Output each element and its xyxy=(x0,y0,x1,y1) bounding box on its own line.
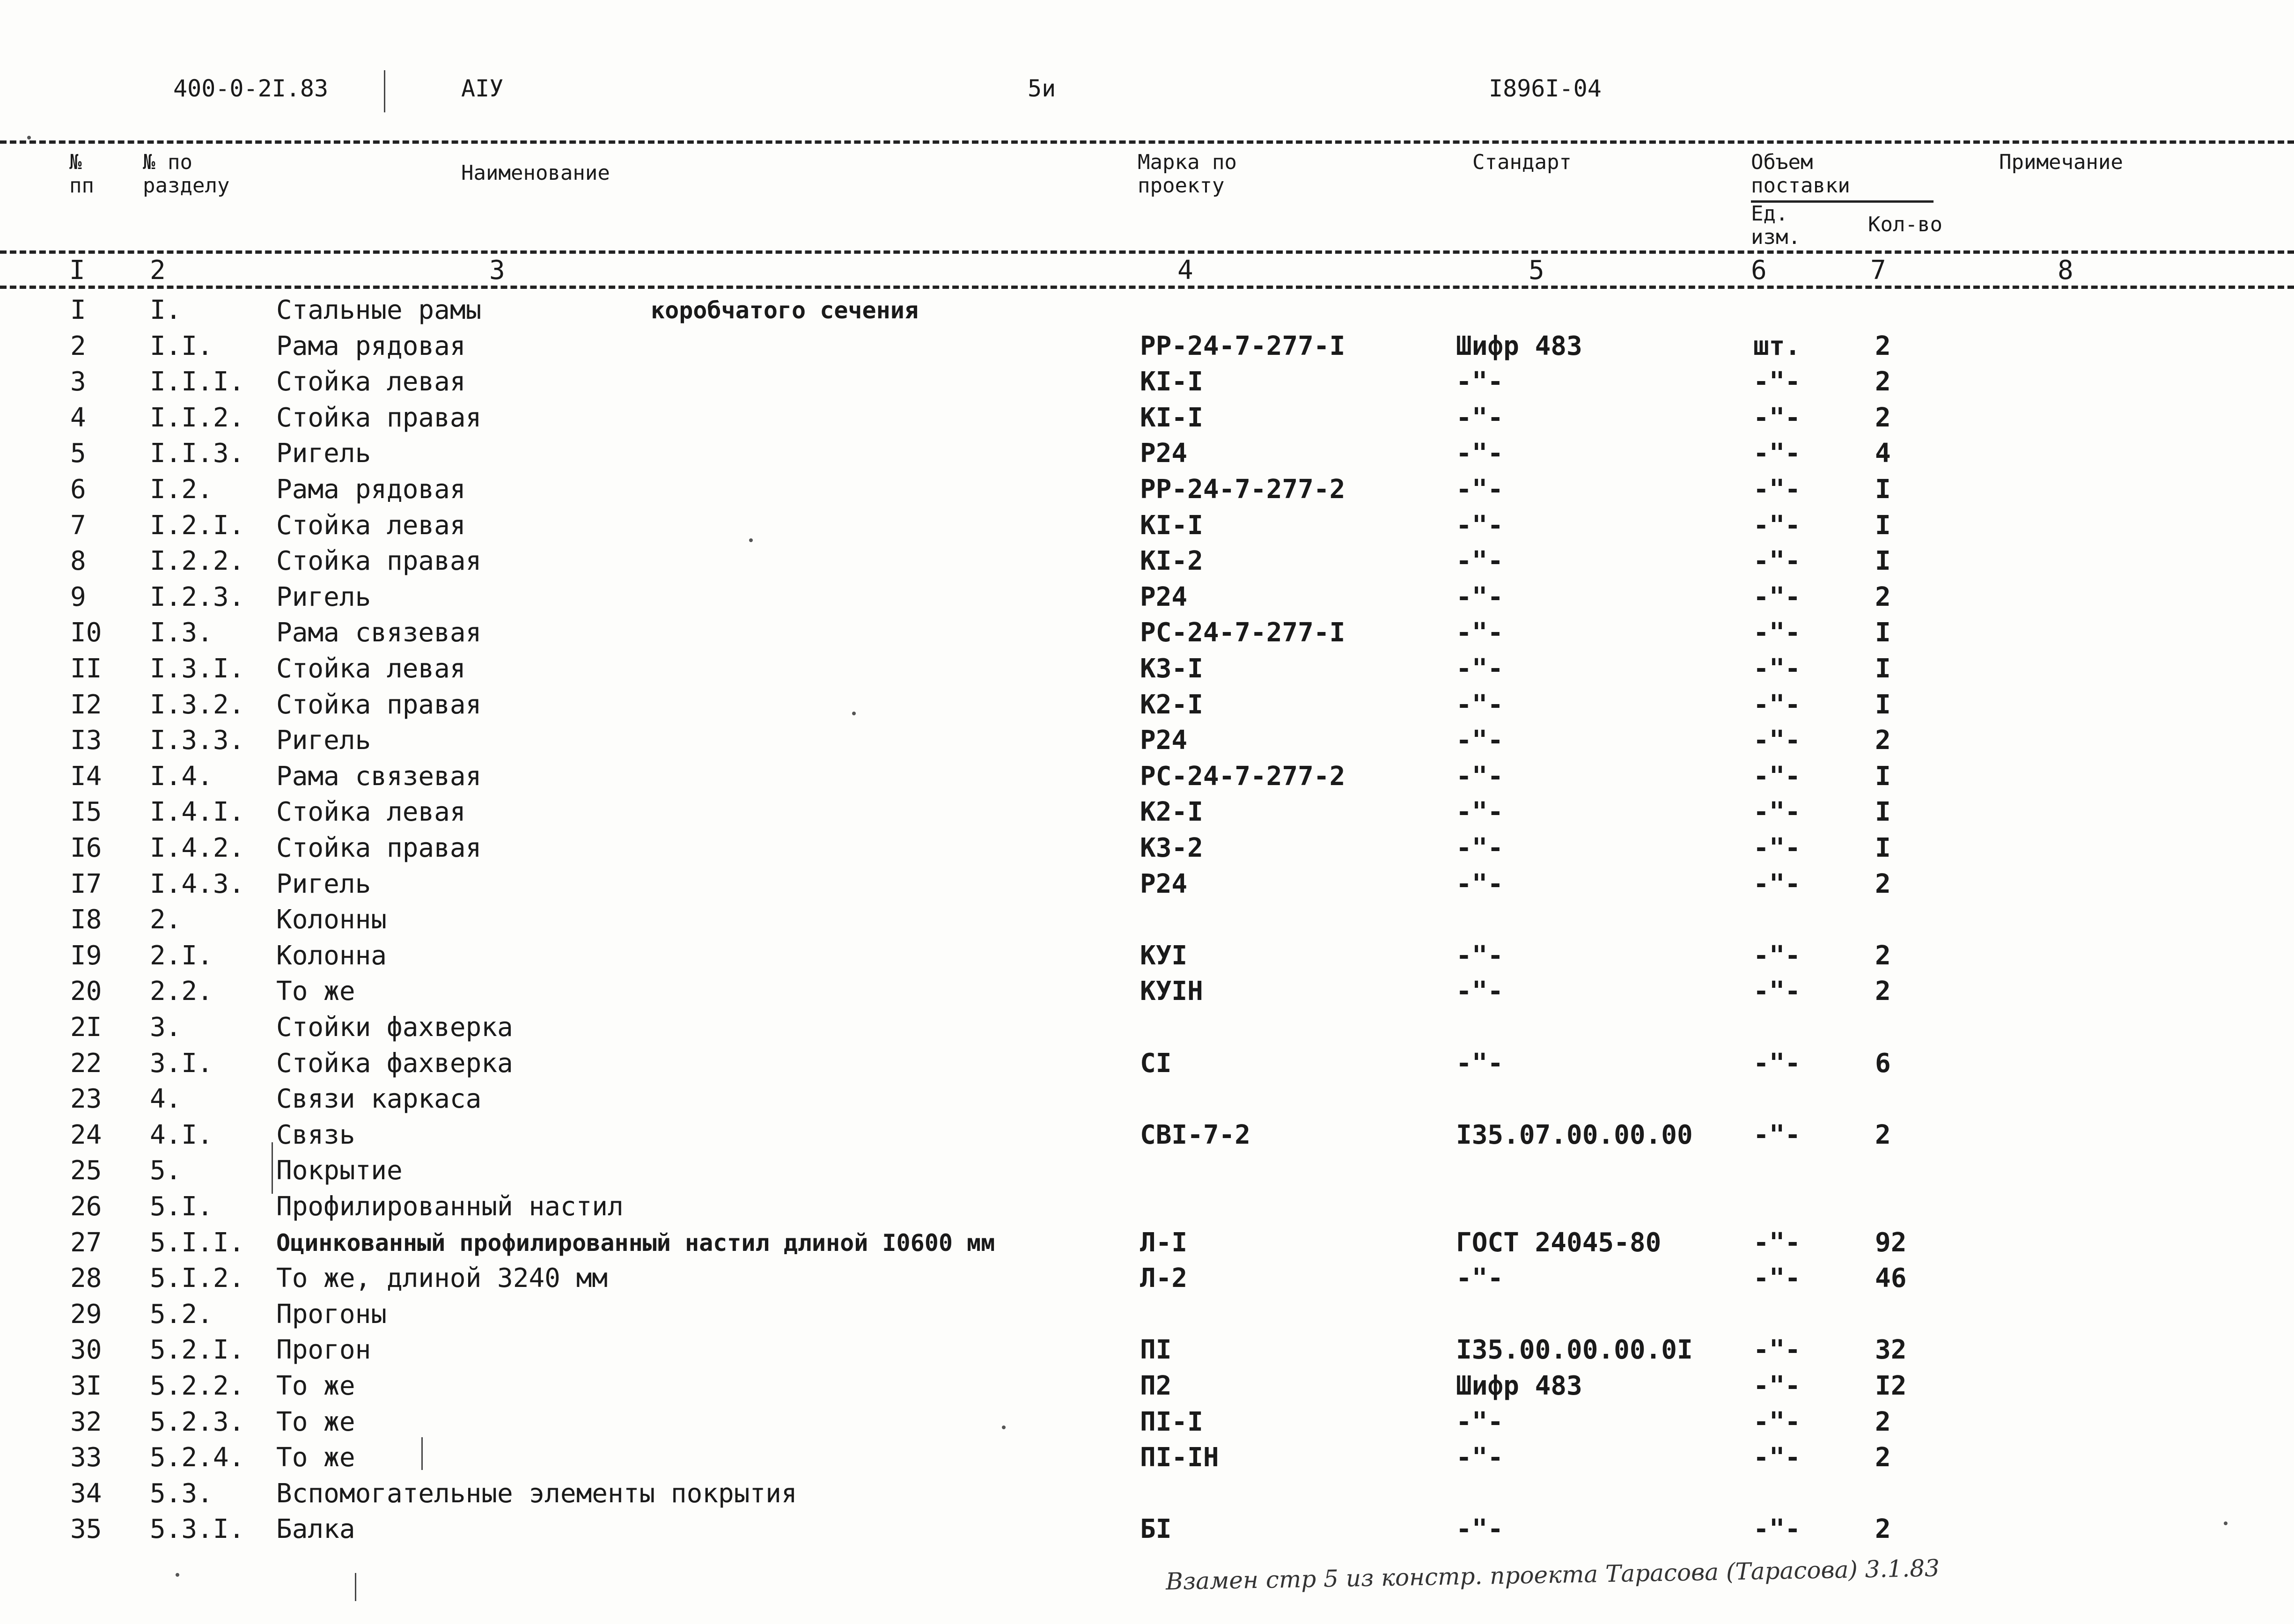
row-number: I2 xyxy=(70,689,102,720)
row-mark: Р24 xyxy=(1140,581,1188,612)
row-standard: -"- xyxy=(1456,868,1504,899)
row-mark: Л-2 xyxy=(1140,1263,1188,1294)
row-name: Стойка фахверка xyxy=(276,1048,513,1079)
row-number: 28 xyxy=(70,1263,102,1294)
doc-code: 400-0-2I.83 xyxy=(173,75,329,102)
row-name: Стойка правая xyxy=(276,402,482,433)
row-qty: 2 xyxy=(1875,868,1891,899)
col-header-unit: Ед. изм. xyxy=(1751,202,1801,249)
row-number: 27 xyxy=(70,1227,102,1258)
row-mark: К3-2 xyxy=(1140,833,1203,863)
row-mark: РС-24-7-277-2 xyxy=(1140,761,1346,792)
row-standard: -"- xyxy=(1456,689,1504,720)
row-unit: -"- xyxy=(1753,581,1801,612)
col-number-5: 5 xyxy=(1529,255,1544,286)
row-qty: 2 xyxy=(1875,1442,1891,1473)
row-number: 30 xyxy=(70,1335,102,1366)
row-name: Стальные рамы xyxy=(276,295,482,325)
row-number: I7 xyxy=(70,868,102,899)
row-standard: -"- xyxy=(1456,797,1504,828)
col-header-num: № пп xyxy=(69,150,94,198)
row-section: I.I.2. xyxy=(150,402,245,433)
row-section: 2.I. xyxy=(150,940,213,971)
row-name: Ригель xyxy=(276,438,371,469)
col-header-standard: Стандарт xyxy=(1472,150,1572,174)
row-qty: 4 xyxy=(1875,438,1891,469)
row-section: I.I. xyxy=(150,331,213,361)
row-section: I.4.I. xyxy=(150,797,245,828)
row-mark: СВI-7-2 xyxy=(1140,1119,1251,1150)
row-standard: -"- xyxy=(1456,581,1504,612)
col-header-volume: Объем поставки xyxy=(1751,150,1850,198)
row-unit: -"- xyxy=(1753,761,1801,792)
row-qty: I xyxy=(1875,510,1891,541)
col-number-1: I xyxy=(69,255,85,286)
row-unit: шт. xyxy=(1753,331,1801,361)
row-name-continuation: коробчатого сечения xyxy=(651,297,919,324)
col-header-note: Примечание xyxy=(1999,150,2123,174)
row-number: 34 xyxy=(70,1478,102,1509)
row-mark: КI-I xyxy=(1140,402,1203,433)
row-section: I.4. xyxy=(150,761,213,792)
row-mark: ПI xyxy=(1140,1335,1172,1366)
row-mark: ПI-I xyxy=(1140,1406,1203,1437)
row-name: То же xyxy=(276,1371,355,1401)
row-section: 5.2.4. xyxy=(150,1442,245,1473)
row-number: I4 xyxy=(70,761,102,792)
row-unit: -"- xyxy=(1753,1442,1801,1473)
row-name: Связь xyxy=(276,1119,355,1150)
row-number: 9 xyxy=(70,581,86,612)
row-number: 8 xyxy=(70,546,86,577)
page-number: 5и xyxy=(1028,75,1056,102)
row-number: I5 xyxy=(70,797,102,828)
row-number: 26 xyxy=(70,1191,102,1222)
row-section: 5.2.I. xyxy=(150,1335,245,1366)
row-mark: КI-2 xyxy=(1140,546,1203,577)
row-name: Ригель xyxy=(276,868,371,899)
sheet-code: I896I-04 xyxy=(1489,75,1602,102)
row-qty: 46 xyxy=(1875,1263,1907,1294)
row-section: I.3.2. xyxy=(150,689,245,720)
row-standard: -"- xyxy=(1456,725,1504,756)
row-standard: -"- xyxy=(1456,1048,1504,1079)
row-section: 5.I.I. xyxy=(150,1227,245,1258)
row-standard: -"- xyxy=(1456,1406,1504,1437)
row-qty: 32 xyxy=(1875,1335,1907,1366)
row-name: То же xyxy=(276,1406,355,1437)
row-unit: -"- xyxy=(1753,617,1801,648)
row-qty: 2 xyxy=(1875,976,1891,1007)
row-name: Рама связевая xyxy=(276,761,482,792)
row-unit: -"- xyxy=(1753,654,1801,684)
row-standard: -"- xyxy=(1456,1514,1504,1545)
row-unit: -"- xyxy=(1753,868,1801,899)
row-section: 3.I. xyxy=(150,1048,213,1079)
scan-speck xyxy=(852,712,856,715)
row-number: II xyxy=(70,654,102,684)
row-mark: КУI xyxy=(1140,940,1188,971)
row-qty: 2 xyxy=(1875,725,1891,756)
row-section: I. xyxy=(150,295,182,325)
row-name: Связи каркаса xyxy=(276,1084,482,1115)
rule-header-bottom xyxy=(0,250,2294,254)
scan-speck xyxy=(176,1573,179,1577)
row-name: Стойка правая xyxy=(276,546,482,577)
row-name: Стойка левая xyxy=(276,797,466,828)
row-qty: 2 xyxy=(1875,331,1891,361)
row-section: I.I.3. xyxy=(150,438,245,469)
row-section: 3. xyxy=(150,1012,182,1043)
row-number: 2 xyxy=(70,331,86,361)
row-name: Рама связевая xyxy=(276,617,482,648)
row-number: 5 xyxy=(70,438,86,469)
row-mark: КУIН xyxy=(1140,976,1203,1007)
row-qty: 6 xyxy=(1875,1048,1891,1079)
row-section: 5. xyxy=(150,1155,182,1186)
row-section: I.2.3. xyxy=(150,581,245,612)
row-number: 29 xyxy=(70,1299,102,1330)
row-qty: I xyxy=(1875,833,1891,863)
row-standard: -"- xyxy=(1456,1263,1504,1294)
row-qty: I xyxy=(1875,474,1891,505)
row-qty: 2 xyxy=(1875,367,1891,397)
row-qty: I xyxy=(1875,761,1891,792)
row-unit: -"- xyxy=(1753,1371,1801,1401)
scan-speck xyxy=(749,538,753,542)
row-unit: -"- xyxy=(1753,689,1801,720)
row-number: I8 xyxy=(70,904,102,935)
col-number-7: 7 xyxy=(1870,255,1886,286)
row-section: 5.I.2. xyxy=(150,1263,245,1294)
row-name: Стойка левая xyxy=(276,510,466,541)
row-name: Прогон xyxy=(276,1335,371,1366)
row-number: 6 xyxy=(70,474,86,505)
row-name: Стойка правая xyxy=(276,833,482,863)
col-number-6: 6 xyxy=(1751,255,1767,286)
row-name: Оцинкованный профилированный настил длиной I0600 мм xyxy=(276,1229,995,1257)
row-section: 5.2.3. xyxy=(150,1406,245,1437)
col-number-2: 2 xyxy=(150,255,166,286)
row-unit: -"- xyxy=(1753,1048,1801,1079)
row-qty: 2 xyxy=(1875,940,1891,971)
row-standard: -"- xyxy=(1456,510,1504,541)
row-qty: I xyxy=(1875,797,1891,828)
row-qty: I xyxy=(1875,546,1891,577)
row-section: I.3.I. xyxy=(150,654,245,684)
row-unit: -"- xyxy=(1753,797,1801,828)
row-section: 5.3. xyxy=(150,1478,213,1509)
row-standard: -"- xyxy=(1456,761,1504,792)
col-header-section: № по разделу xyxy=(143,150,230,198)
col-number-8: 8 xyxy=(2058,255,2073,286)
row-number: I0 xyxy=(70,617,102,648)
row-mark: РС-24-7-277-I xyxy=(1140,617,1346,648)
row-qty: I2 xyxy=(1875,1371,1907,1401)
scan-mark xyxy=(355,1573,356,1601)
row-standard: Шифр 483 xyxy=(1456,1371,1582,1401)
col-header-qty: Кол-во xyxy=(1868,213,1942,236)
row-number: 32 xyxy=(70,1406,102,1437)
row-standard: -"- xyxy=(1456,654,1504,684)
row-mark: К3-I xyxy=(1140,654,1203,684)
row-number: 4 xyxy=(70,402,86,433)
row-unit: -"- xyxy=(1753,474,1801,505)
scan-mark xyxy=(421,1437,423,1470)
row-section: I.2.2. xyxy=(150,546,245,577)
row-name: Балка xyxy=(276,1514,355,1545)
row-section: 5.2.2. xyxy=(150,1371,245,1401)
row-qty: I xyxy=(1875,689,1891,720)
row-name: Рама рядовая xyxy=(276,474,466,505)
row-qty: 2 xyxy=(1875,402,1891,433)
row-standard: -"- xyxy=(1456,546,1504,577)
row-number: 3I xyxy=(70,1371,102,1401)
row-mark: Р24 xyxy=(1140,438,1188,469)
row-standard: -"- xyxy=(1456,617,1504,648)
scan-mark xyxy=(272,1142,273,1194)
row-mark: РР-24-7-277-I xyxy=(1140,331,1346,361)
row-name: Профилированный настил xyxy=(276,1191,624,1222)
row-name: Колонны xyxy=(276,904,387,935)
row-name: Стойки фахверка xyxy=(276,1012,513,1043)
row-unit: -"- xyxy=(1753,510,1801,541)
row-standard: -"- xyxy=(1456,1442,1504,1473)
row-standard: ГОСТ 24045-80 xyxy=(1456,1227,1662,1258)
row-standard: -"- xyxy=(1456,438,1504,469)
row-name: То же xyxy=(276,1442,355,1473)
row-number: 25 xyxy=(70,1155,102,1186)
row-unit: -"- xyxy=(1753,438,1801,469)
row-mark: КI-I xyxy=(1140,367,1203,397)
row-unit: -"- xyxy=(1753,367,1801,397)
row-number: 24 xyxy=(70,1119,102,1150)
row-unit: -"- xyxy=(1753,1227,1801,1258)
row-mark: П2 xyxy=(1140,1371,1172,1401)
col-header-mark: Марка по проекту xyxy=(1138,150,1237,198)
row-qty: 2 xyxy=(1875,1406,1891,1437)
rule-top xyxy=(0,140,2294,144)
row-section: 5.2. xyxy=(150,1299,213,1330)
row-standard: Шифр 483 xyxy=(1456,331,1582,361)
col-number-3: 3 xyxy=(489,255,505,286)
row-unit: -"- xyxy=(1753,1514,1801,1545)
handwritten-note: Взамен стр 5 из констр. проекта Тарасова (Тарасова) 3.1.83 xyxy=(1165,1554,1940,1595)
row-name: То же, длиной 3240 мм xyxy=(276,1263,608,1294)
row-name: Ригель xyxy=(276,725,371,756)
row-number: I xyxy=(70,295,86,325)
row-name: Ригель xyxy=(276,581,371,612)
row-qty: I xyxy=(1875,654,1891,684)
row-section: I.I.I. xyxy=(150,367,245,397)
col-number-4: 4 xyxy=(1177,255,1193,286)
row-number: 2I xyxy=(70,1012,102,1043)
row-unit: -"- xyxy=(1753,546,1801,577)
row-name: Вспомогательные элементы покрытия xyxy=(276,1478,797,1509)
row-section: 2. xyxy=(150,904,182,935)
row-name: Прогоны xyxy=(276,1299,387,1330)
row-mark: К2-I xyxy=(1140,797,1203,828)
row-mark: БI xyxy=(1140,1514,1172,1545)
row-mark: КI-I xyxy=(1140,510,1203,541)
row-mark: СI xyxy=(1140,1048,1172,1079)
header-divider xyxy=(384,70,385,112)
row-mark: Л-I xyxy=(1140,1227,1188,1258)
row-name: То же xyxy=(276,976,355,1007)
row-qty: 2 xyxy=(1875,1514,1891,1545)
rule-numbers-bottom xyxy=(0,286,2294,289)
row-number: 20 xyxy=(70,976,102,1007)
row-standard: -"- xyxy=(1456,367,1504,397)
row-section: I.3.3. xyxy=(150,725,245,756)
row-qty: I xyxy=(1875,617,1891,648)
row-section: I.3. xyxy=(150,617,213,648)
row-section: I.4.3. xyxy=(150,868,245,899)
row-name: Стойка левая xyxy=(276,654,466,684)
row-section: 4.I. xyxy=(150,1119,213,1150)
row-unit: -"- xyxy=(1753,402,1801,433)
row-unit: -"- xyxy=(1753,1406,1801,1437)
row-number: 22 xyxy=(70,1048,102,1079)
row-mark: РР-24-7-277-2 xyxy=(1140,474,1346,505)
row-number: 33 xyxy=(70,1442,102,1473)
row-number: I3 xyxy=(70,725,102,756)
row-section: 2.2. xyxy=(150,976,213,1007)
row-standard: -"- xyxy=(1456,474,1504,505)
scan-speck xyxy=(1002,1426,1006,1429)
row-number: 35 xyxy=(70,1514,102,1545)
row-mark: Р24 xyxy=(1140,725,1188,756)
row-unit: -"- xyxy=(1753,833,1801,863)
scan-speck xyxy=(2224,1521,2228,1525)
row-section: I.2.I. xyxy=(150,510,245,541)
scan-speck xyxy=(27,136,31,140)
row-qty: 2 xyxy=(1875,581,1891,612)
row-unit: -"- xyxy=(1753,940,1801,971)
series-code: AIУ xyxy=(461,75,504,102)
row-mark: ПI-IН xyxy=(1140,1442,1219,1473)
row-unit: -"- xyxy=(1753,725,1801,756)
row-mark: Р24 xyxy=(1140,868,1188,899)
row-standard: I35.00.00.00.0I xyxy=(1456,1335,1693,1366)
row-section: I.2. xyxy=(150,474,213,505)
row-qty: 92 xyxy=(1875,1227,1907,1258)
row-unit: -"- xyxy=(1753,1263,1801,1294)
row-name: Стойка правая xyxy=(276,689,482,720)
row-name: Стойка левая xyxy=(276,367,466,397)
row-section: I.4.2. xyxy=(150,833,245,863)
row-name: Колонна xyxy=(276,940,387,971)
row-unit: -"- xyxy=(1753,1119,1801,1150)
row-unit: -"- xyxy=(1753,976,1801,1007)
row-section: 4. xyxy=(150,1084,182,1115)
row-number: I9 xyxy=(70,940,102,971)
row-number: I6 xyxy=(70,833,102,863)
col-header-name: Наименование xyxy=(461,161,610,185)
row-standard: I35.07.00.00.00 xyxy=(1456,1119,1693,1150)
row-standard: -"- xyxy=(1456,833,1504,863)
row-number: 23 xyxy=(70,1084,102,1115)
row-section: 5.I. xyxy=(150,1191,213,1222)
row-standard: -"- xyxy=(1456,940,1504,971)
row-unit: -"- xyxy=(1753,1335,1801,1366)
row-mark: К2-I xyxy=(1140,689,1203,720)
row-number: 3 xyxy=(70,367,86,397)
row-qty: 2 xyxy=(1875,1119,1891,1150)
row-name: Рама рядовая xyxy=(276,331,466,361)
row-section: 5.3.I. xyxy=(150,1514,245,1545)
row-name: Покрытие xyxy=(276,1155,403,1186)
row-standard: -"- xyxy=(1456,402,1504,433)
row-standard: -"- xyxy=(1456,976,1504,1007)
row-number: 7 xyxy=(70,510,86,541)
